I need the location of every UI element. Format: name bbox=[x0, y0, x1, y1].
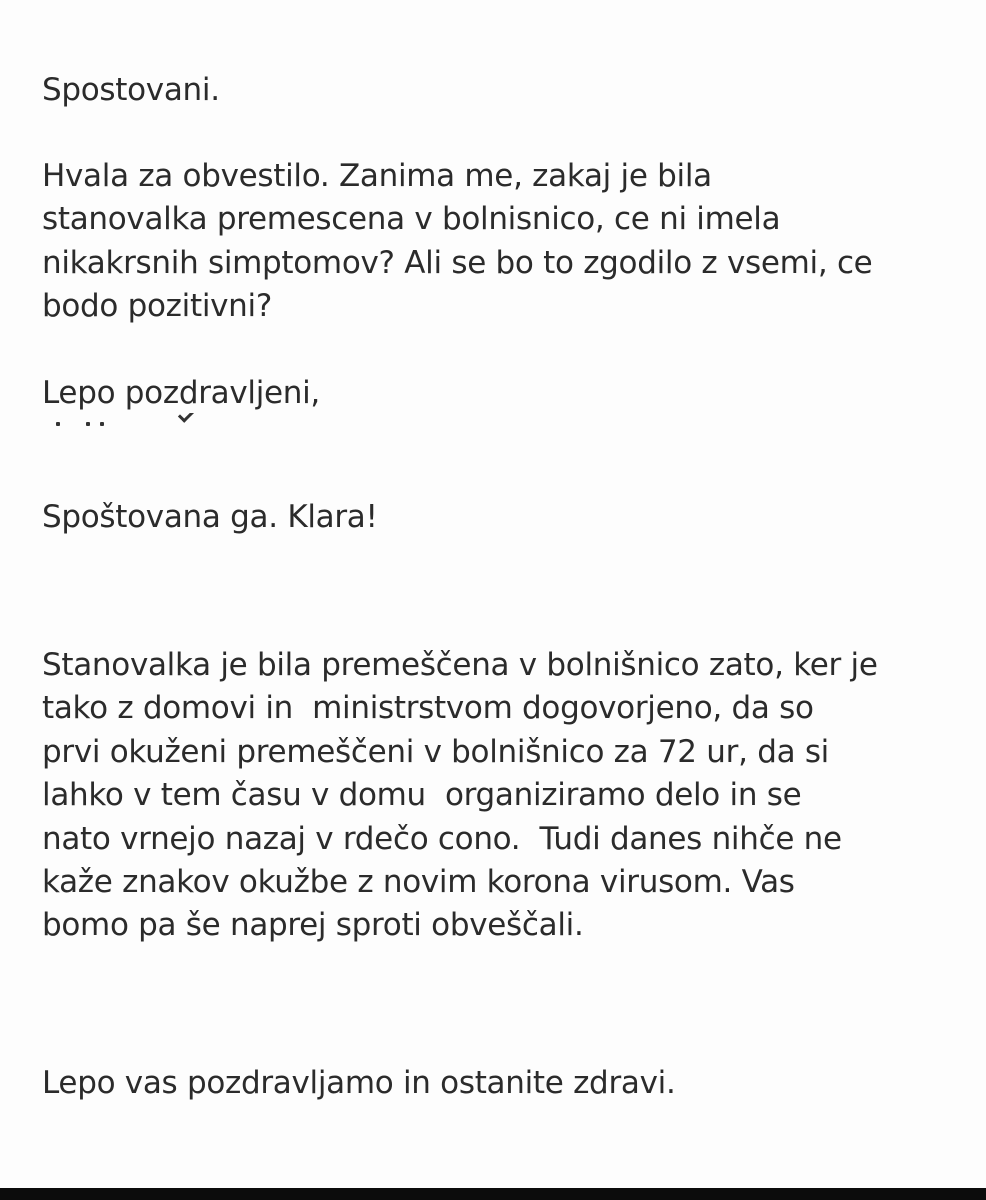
email-2-body-line: kaže znakov okužbe z novim korona virusom. Vas bbox=[42, 864, 795, 901]
email-1-closing: Lepo pozdravljeni, bbox=[42, 375, 320, 411]
email-2-body-line: lahko v tem času v domu organiziramo delo in se bbox=[42, 777, 802, 814]
email-2-body-line: prvi okuženi premeščeni v bolnišnico za 72 ur, da si bbox=[42, 733, 829, 770]
email-1-body-line: bodo pozitivni? bbox=[42, 288, 272, 325]
email-1-greeting: Spostovani. bbox=[42, 72, 220, 108]
email-1-body-line: nikakrsnih simptomov? Ali se bo to zgodilo z vsemi, ce bbox=[42, 244, 873, 281]
email-2-body-line: bomo pa še naprej sproti obveščali. bbox=[42, 907, 584, 944]
email-2-closing: Lepo vas pozdravljamo in ostanite zdravi. bbox=[42, 1065, 676, 1101]
cropped-signature bbox=[42, 413, 202, 427]
bottom-edge-bar bbox=[0, 1188, 986, 1200]
email-2-body bbox=[42, 644, 878, 948]
email-2-body-line: Stanovalka je bila premeščena v bolnišnico zato, ker je bbox=[42, 647, 878, 683]
email-2-body-line: tako z domovi in ministrstvom dogovorjeno, da so bbox=[42, 690, 814, 727]
email-1-body-line: Hvala za obvestilo. Zanima me, zakaj je bila bbox=[42, 158, 712, 194]
email-1-body bbox=[42, 155, 872, 329]
email-2-greeting: Spoštovana ga. Klara! bbox=[42, 499, 378, 535]
email-1-body-line: stanovalka premescena v bolnisnico, ce ni imela bbox=[42, 201, 781, 238]
email-2-body-line: nato vrnejo nazaj v rdečo cono. Tudi danes nihče ne bbox=[42, 820, 842, 857]
